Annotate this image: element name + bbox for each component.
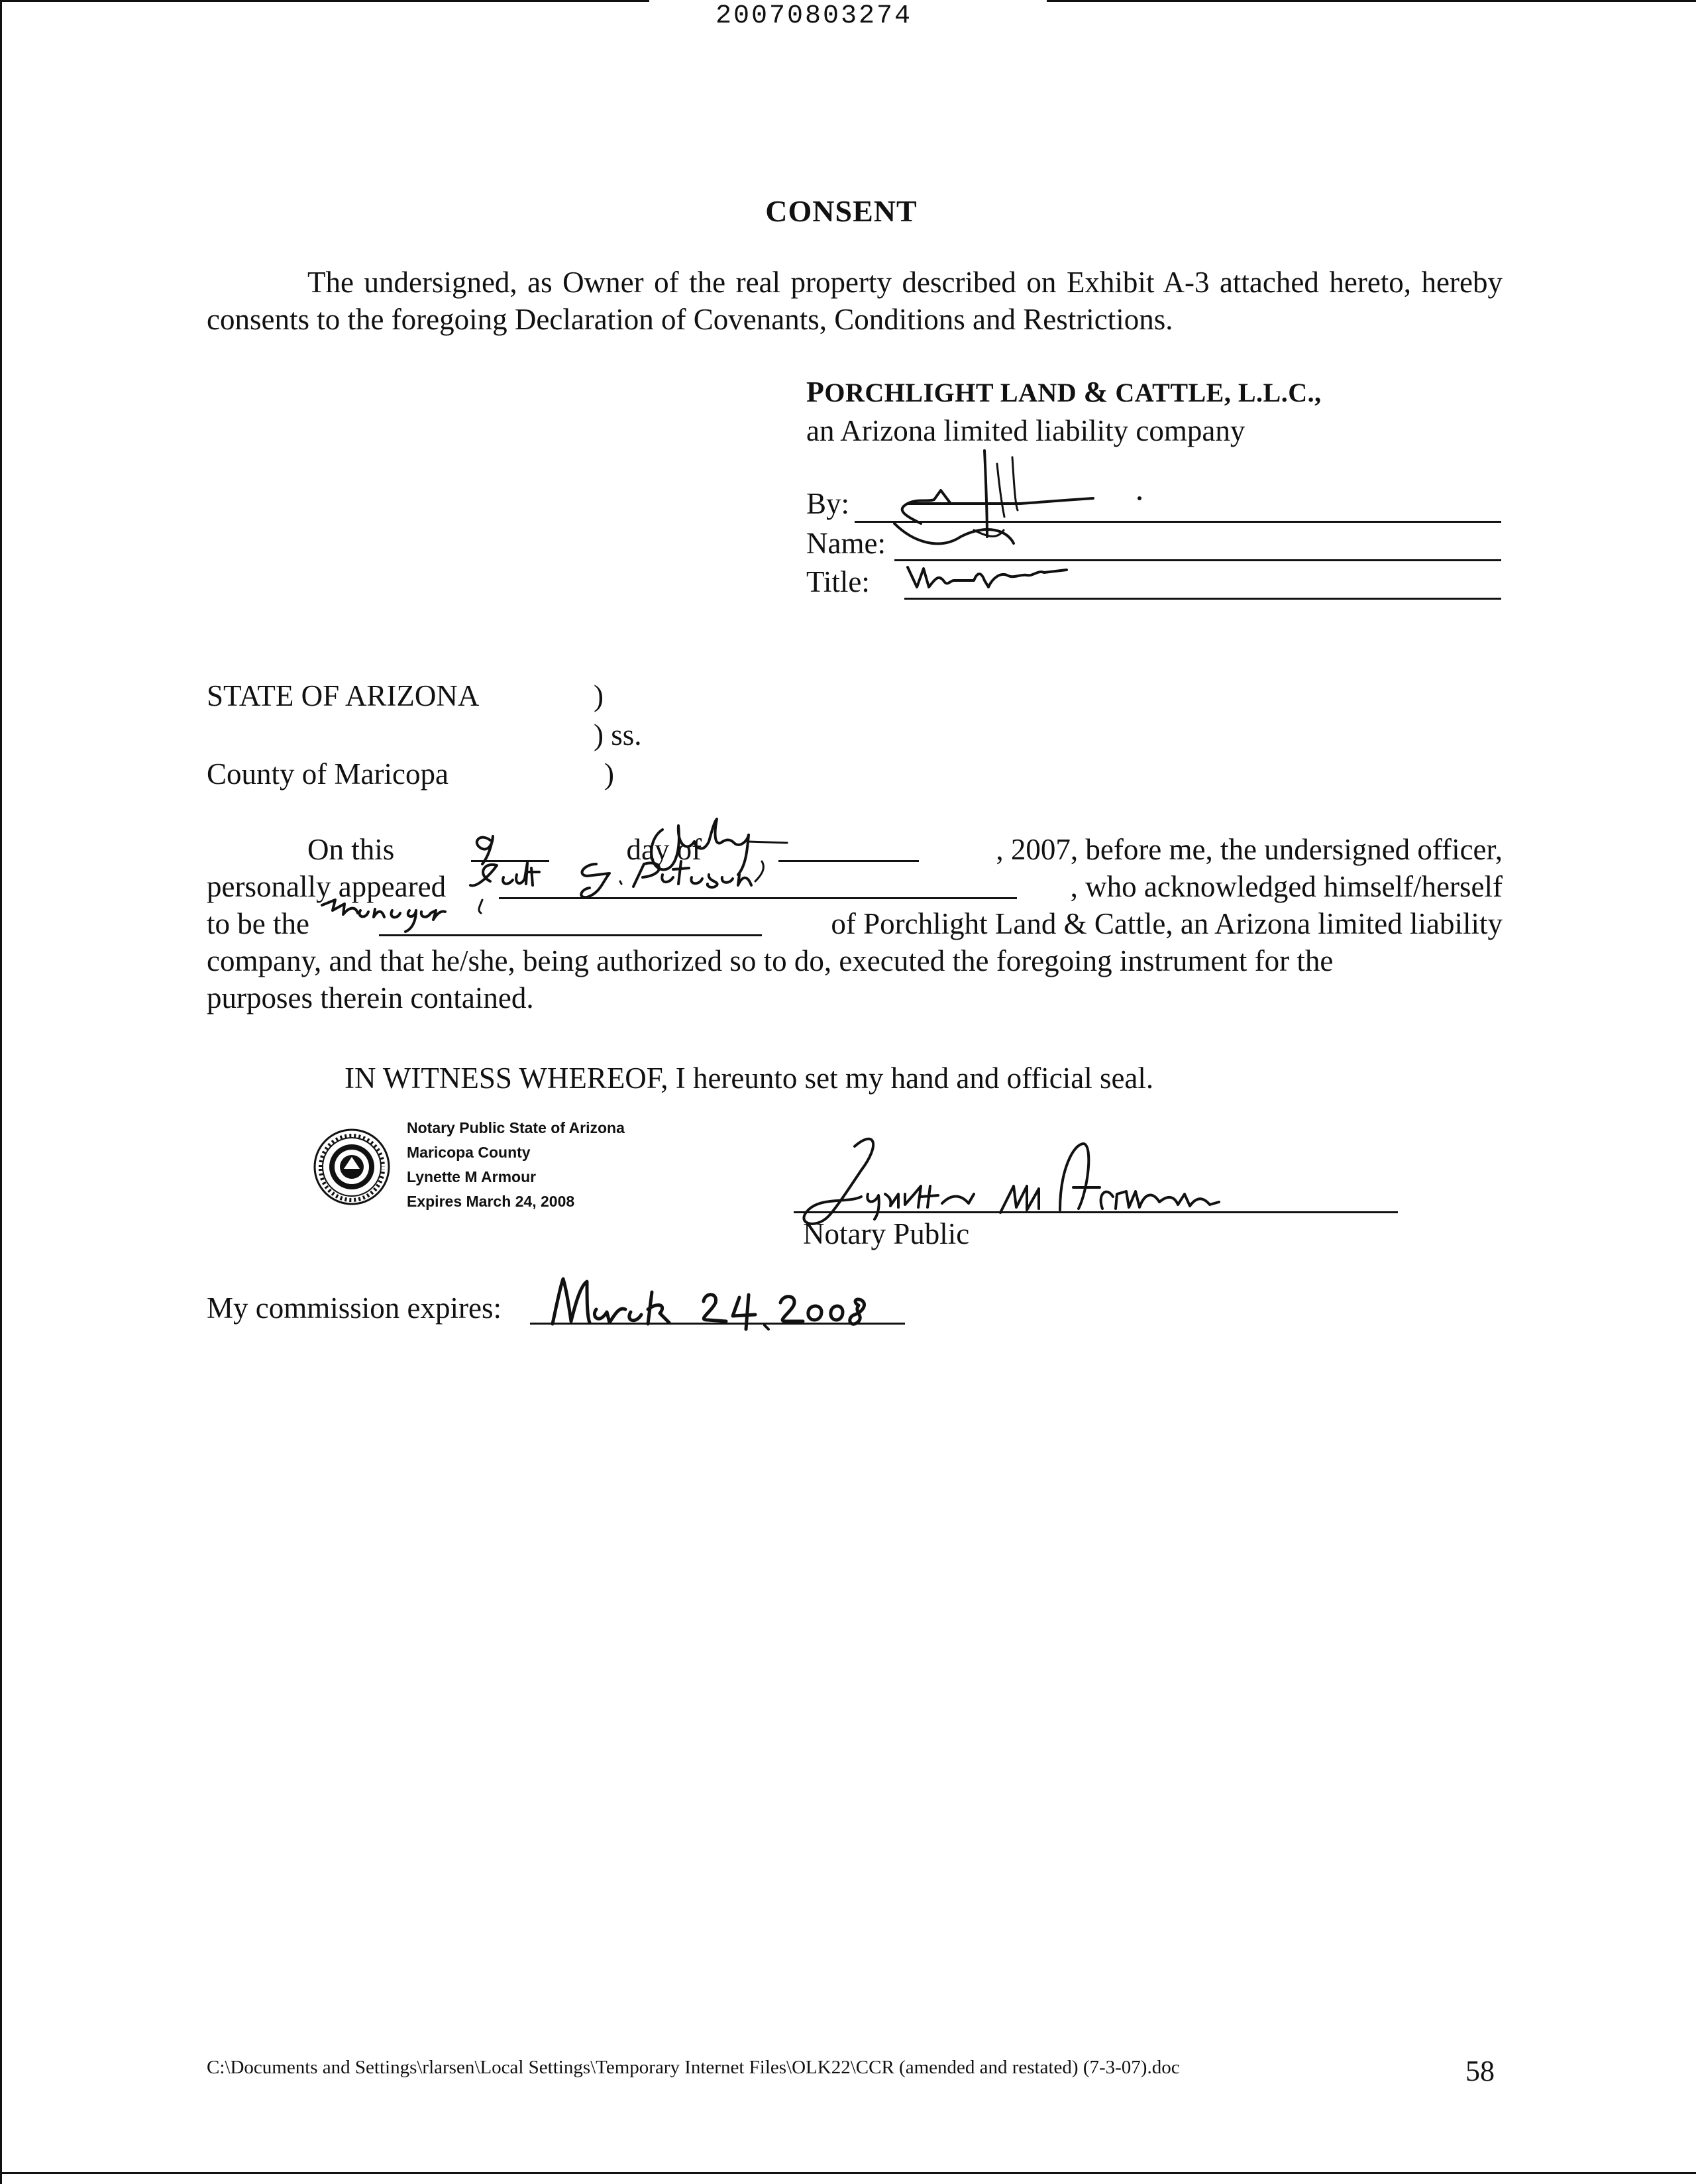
consent-paragraph: The undersigned, as Owner of the real property described on Exhibit A-3 attached hereto, hereby consents to the foregoing Declaration of Covenants, Conditions and Restrictions. <box>207 266 1503 336</box>
notary-stamp-text <box>407 1116 625 1214</box>
document-number: 20070803274 <box>716 1 913 31</box>
company-name-main: ORCHLIGHT LAND <box>824 378 1084 408</box>
notary-public-label: Notary Public <box>803 1217 970 1250</box>
page-border-top-left <box>0 0 649 2</box>
notary-stamp-line: Maricopa County <box>407 1144 531 1161</box>
page-title-text: CONSENT <box>765 194 918 228</box>
ack-year-text: , 2007, before me, the undersigned officer, <box>996 833 1503 866</box>
page-title <box>0 193 1696 229</box>
venue-ss: ) ss. <box>594 718 642 751</box>
venue-paren-bottom: ) <box>604 757 614 791</box>
by-label: By: <box>806 487 850 520</box>
page-border-left <box>0 0 2 2184</box>
notary-signature <box>782 1130 1312 1230</box>
company-description: an Arizona limited liability company <box>806 414 1246 447</box>
company-name-initial: P <box>806 376 825 408</box>
ack-personally-appeared: personally appeared <box>207 870 447 903</box>
notary-stamp-line: Notary Public State of Arizona <box>407 1119 625 1136</box>
notary-stamp-line: Lynette M Armour <box>407 1168 537 1185</box>
name-label: Name: <box>806 527 886 560</box>
commission-expiry-handwriting <box>543 1266 914 1338</box>
title-label: Title: <box>806 565 870 598</box>
witness-statement: IN WITNESS WHEREOF, I hereunto set my hand and official seal. <box>344 1062 1154 1095</box>
page-number: 58 <box>1465 2055 1495 2087</box>
ack-on-this: On this <box>307 833 395 866</box>
page-border-top-right <box>1047 0 1696 2</box>
ack-office-handwriting <box>322 891 541 944</box>
county-label: County of Maricopa <box>207 757 449 791</box>
notary-stamp-line: Expires March 24, 2008 <box>407 1193 575 1210</box>
ack-of-company: of Porchlight Land & Cattle, an Arizona limited liability <box>831 907 1503 940</box>
manager-signature <box>855 437 1159 557</box>
venue-paren-top: ) <box>594 679 604 712</box>
ack-line-4: company, and that he/she, being authorized so to do, executed the foregoing instrument for the <box>207 944 1334 977</box>
ack-day-of: day of <box>626 833 702 866</box>
commission-label: My commission expires: <box>207 1291 502 1325</box>
company-name <box>806 375 1322 409</box>
company-name-tail: CATTLE, L.L.C., <box>1108 378 1322 408</box>
state-label: STATE OF ARIZONA <box>207 679 480 712</box>
ack-to-be-the: to be the <box>207 907 309 940</box>
notary-seal-icon <box>313 1128 391 1206</box>
manager-title-handwriting <box>908 561 1159 600</box>
company-name-amp: & <box>1083 376 1108 408</box>
ack-who-acknowledged: , who acknowledged himself/herself <box>1070 870 1503 903</box>
footer-file-path: C:\Documents and Settings\rlarsen\Local Settings\Temporary Internet Files\OLK22\CCR (amended and restated) (7-3-07).doc <box>207 2057 1180 2078</box>
notary-signature-line <box>794 1211 1398 1213</box>
page-border-bottom <box>0 2172 1696 2174</box>
ack-line-5: purposes therein contained. <box>207 981 534 1014</box>
